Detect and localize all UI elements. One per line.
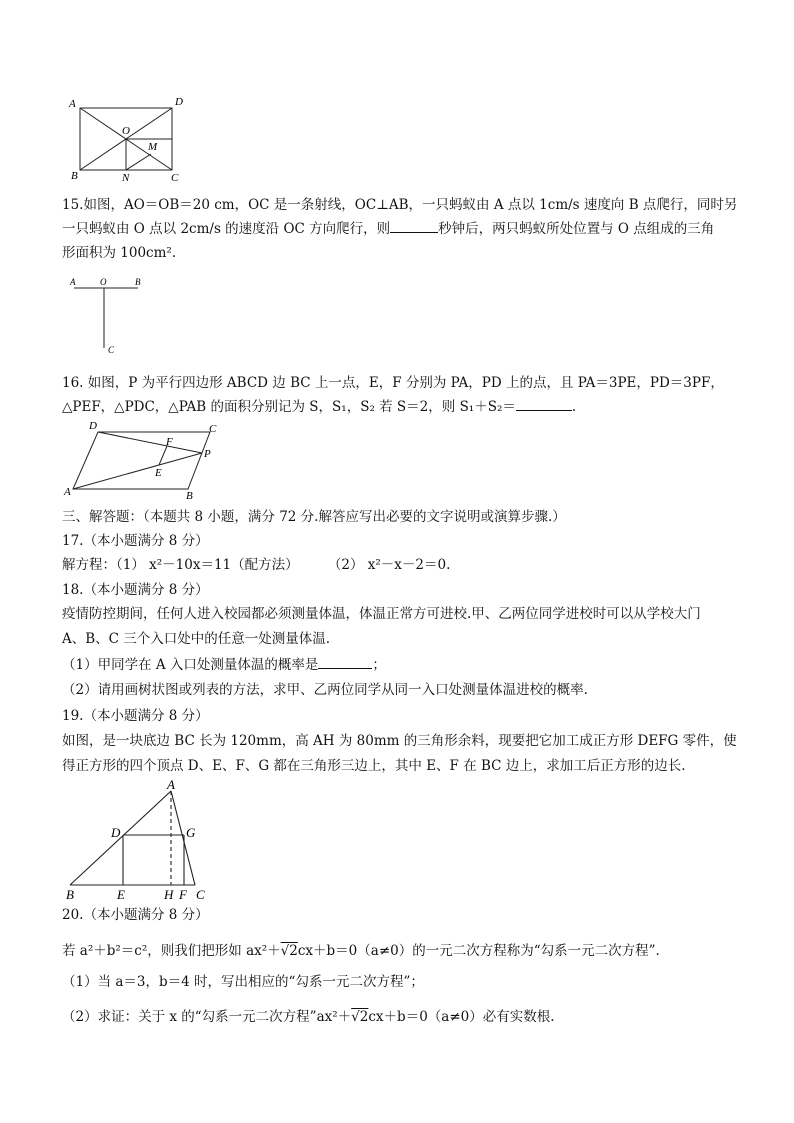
figure-rectangle (60, 92, 200, 187)
label-C: C (196, 887, 205, 902)
label-O: O (122, 125, 130, 137)
label-B: B (135, 277, 141, 287)
q20-line1a: 若 a²＋b²＝c²，则我们把形如 ax²＋ (62, 943, 281, 959)
label-A: A (69, 98, 76, 110)
q15-line1: 15.如图，AO＝OB＝20 cm，OC 是一条射线，OC⊥AB，一只蚂蚁由 A 点以 1cm/s 速度向 B 点爬行，同时另 (62, 197, 738, 213)
q19-line1: 如图，是一块底边 BC 长为 120mm，高 AH 为 80mm 的三角形余料，现要把它加工成正方形 DEFG 零件，使 (62, 733, 737, 749)
q20-line3b: cx＋b＝0（a≠0）必有实数根. (368, 1009, 555, 1025)
q20-line3a: （2）求证：关于 x 的“勾系一元二次方程”ax²＋ (62, 1009, 352, 1025)
label-B: B (186, 490, 193, 501)
q17-line1 (62, 556, 450, 574)
q20-line1b: cx＋b＝0（a≠0）的一元二次方程称为“勾系一元二次方程”. (297, 943, 660, 959)
figure-triangle-square (60, 778, 220, 904)
label-M: M (148, 141, 158, 153)
label-E: E (155, 467, 162, 479)
label-F: F (179, 887, 187, 902)
q19-heading: 19.（本小题满分 8 分） (62, 708, 209, 724)
q18-line3 (62, 656, 386, 674)
q15-line2a: 一只蚂蚁由 O 点以 2cm/s 的速度沿 OC 方向爬行，则 (62, 221, 391, 237)
label-N: N (122, 172, 130, 184)
q18-line3b: ； (372, 657, 386, 673)
label-A: A (70, 277, 76, 287)
label-H: H (164, 887, 174, 902)
q17-part1: 解方程：（1） x²－10x＝11（配方法） (62, 557, 299, 573)
q18-heading: 18.（本小题满分 8 分） (62, 582, 209, 598)
label-F: F (166, 436, 173, 448)
label-A: A (167, 778, 175, 792)
figure-ray (62, 272, 162, 362)
q15-answer-blank[interactable] (390, 220, 438, 233)
q17-part2: （2） x²－x－2＝0. (334, 557, 451, 573)
label-O: O (100, 277, 107, 287)
q18-line2: A、B、C 三个入口处中的任意一处测量体温. (62, 631, 331, 647)
q20-line2: （1）当 a＝3，b＝4 时，写出相应的“勾系一元二次方程”； (62, 974, 424, 990)
label-P: P (204, 448, 211, 460)
q15-line2b: 秒钟后，两只蚂蚁所处位置与 O 点组成的三角 (438, 221, 715, 237)
label-C: C (209, 423, 217, 435)
q20-heading: 20.（本小题满分 8 分） (62, 907, 209, 923)
section-3-heading: 三、解答题：（本题共 8 小题，满分 72 分.解答应写出必要的文字说明或演算步骤.） (62, 509, 566, 525)
q18-line1: 疫情防控期间，任何人进入校园都必须测量体温，体温正常方可进校.甲、乙两位同学进校时可以从学校大门 (62, 606, 701, 622)
q16-line2a: △PEF，△PDC，△PAB 的面积分别记为 S，S₁，S₂ 若 S＝2，则 S₁＋S₂＝ (62, 399, 516, 415)
label-D: D (175, 96, 183, 108)
label-B: B (71, 170, 78, 182)
q20-line1 (62, 942, 660, 960)
label-C: C (108, 345, 115, 355)
q16-answer-blank[interactable] (516, 398, 572, 411)
label-B: B (66, 887, 74, 902)
figure-parallelogram (58, 417, 228, 501)
label-D: D (89, 420, 97, 432)
label-C: C (171, 172, 179, 184)
q15-line3: 形面积为 100cm². (62, 245, 177, 261)
q16-line1: 16. 如图，P 为平行四边形 ABCD 边 BC 上一点，E，F 分别为 PA，PD 上的点，且 PA＝3PE，PD＝3PF， (62, 375, 724, 391)
label-A: A (64, 486, 71, 498)
q15-line2 (62, 220, 714, 238)
q16-line2 (62, 398, 576, 416)
sqrt-2: √2 (280, 943, 298, 959)
q18-line3a: （1）甲同学在 A 入口处测量体温的概率是 (62, 657, 319, 673)
q19-line2: 得正方形的四个顶点 D、E、F、G 都在三角形三边上，其中 E、F 在 BC 边上，求加工后正方形的边长. (62, 758, 686, 774)
label-G: G (186, 825, 196, 840)
q18-line4: （2）请用画树状图或列表的方法，求甲、乙两位同学从同一入口处测量体温进校的概率. (62, 682, 588, 698)
q18-answer-blank[interactable] (318, 656, 372, 669)
label-E: E (117, 887, 125, 902)
q17-heading: 17.（本小题满分 8 分） (62, 533, 209, 549)
q16-line2b: . (571, 399, 577, 415)
label-D: D (111, 825, 121, 840)
q20-line3 (62, 1008, 555, 1026)
sqrt-2: √2 (351, 1009, 369, 1025)
